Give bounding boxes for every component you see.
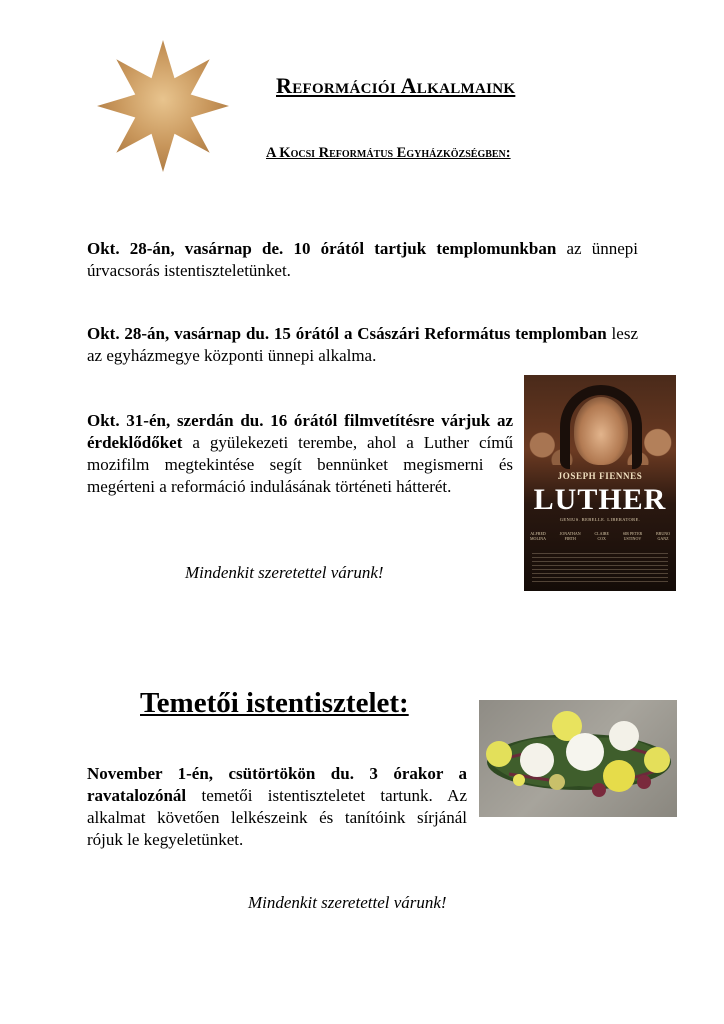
poster-movie-title: LUTHER xyxy=(533,483,667,516)
invitation-text-1: Mindenkit szeretettel várunk! xyxy=(185,563,384,582)
poster-credit xyxy=(656,531,670,541)
page-title: Reformációi Alkalmaink xyxy=(276,73,516,98)
poster-credit xyxy=(594,531,608,541)
event-paragraph-2 xyxy=(87,323,638,367)
poster-tagline: GENIUS. REBELLE. LIBERATORE. xyxy=(559,517,641,522)
credit-first: JONATHAN xyxy=(559,531,581,536)
event-paragraph-3 xyxy=(87,410,513,498)
event-1-bold: Okt. 28-án, vasárnap de. 10 órától tartjuk templomunkban xyxy=(87,239,557,258)
credit-last: MOLINA xyxy=(530,536,546,541)
poster-credit xyxy=(623,531,642,541)
flowers-icon xyxy=(479,700,677,817)
poster-credit xyxy=(530,531,546,541)
event-3-bold: Okt. 31-én, szerdán du. 16 órától filmvetítésre várjuk az érdeklődőket xyxy=(87,411,513,452)
flower-arrangement-image xyxy=(479,700,677,817)
credit-last: USTINOV xyxy=(623,536,642,541)
cemetery-bold: November 1-én, csütörtökön du. 3 órakor a ravatalozónál xyxy=(87,764,467,805)
event-2-bold: Okt. 28-án, vasárnap du. 15 órától a Császári Református templomban xyxy=(87,324,607,343)
credit-first: BRUNO xyxy=(655,531,670,536)
credit-first: CLAIRE xyxy=(594,531,609,536)
section-heading-cemetery: Temetői istentisztelet: xyxy=(140,687,409,719)
credit-last: GANZ xyxy=(657,536,669,541)
credit-first: ALFRED xyxy=(530,531,546,536)
poster-fine-print xyxy=(532,553,668,583)
credit-last: COX xyxy=(597,536,606,541)
star-icon xyxy=(95,38,231,174)
credit-last: FIRTH xyxy=(564,536,576,541)
event-1-text: az ünnepi úrvacsorás istentiszteletünket. xyxy=(87,239,639,280)
poster-actor-name: JOSEPH FIENNES xyxy=(557,471,643,481)
event-2-text: lesz az egyházmegye központi ünnepi alkalma. xyxy=(87,324,638,365)
event-3-text: a gyülekezeti terembe, ahol a Luther című mozifilm megtekintése segít bennünket megismerni és megérteni a reformáció indulásának történeti hátterét. xyxy=(87,433,513,496)
credit-first: SIR PETER xyxy=(622,531,643,536)
invitation-text-2: Mindenkit szeretettel várunk! xyxy=(248,893,447,912)
page-subtitle: A Kocsi Református Egyházközségben: xyxy=(266,145,511,161)
luther-poster-image xyxy=(524,375,676,591)
cemetery-paragraph xyxy=(87,763,467,851)
event-paragraph-1 xyxy=(87,238,638,282)
cemetery-text: temetői istentiszteletet tartunk. Az alkalmat követően lelkészeink és tanítóink sírjánál rójuk le kegyeletünket. xyxy=(87,786,467,849)
poster-credits xyxy=(530,531,670,541)
poster-hood xyxy=(560,385,642,469)
poster-credit xyxy=(560,531,581,541)
